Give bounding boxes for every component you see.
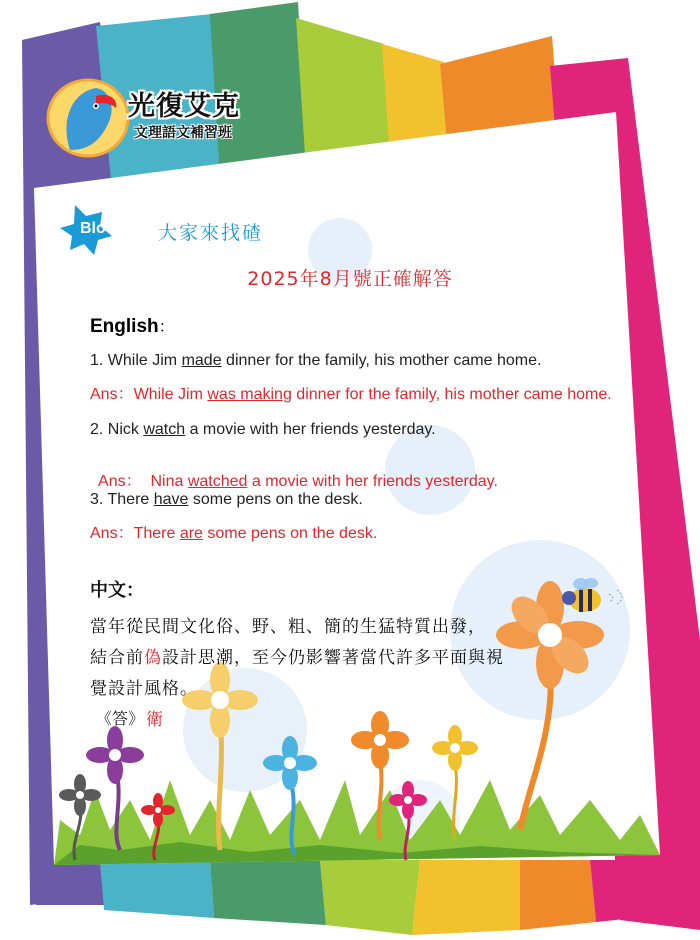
bloopers-subtitle: 大家來找碴 — [158, 222, 264, 244]
question-3 — [90, 491, 363, 509]
chinese-line-2-post: 設計思潮，至今仍影響著當代許多平面與視 — [162, 648, 504, 668]
answer-2 — [90, 450, 498, 491]
chinese-line-2 — [90, 643, 504, 668]
bottom-strip-yellow — [412, 860, 520, 935]
chinese-line-2-pre: 結合前 — [90, 648, 144, 668]
question-1 — [90, 352, 541, 370]
chinese-answer-label: 《答》 — [96, 709, 145, 728]
bottom-strip-orange — [520, 860, 596, 930]
chinese-answer-value: 衛 — [146, 710, 163, 730]
chinese-line-2-mark: 偽 — [144, 648, 162, 668]
bottom-strip-green — [210, 860, 326, 925]
answer-3-post: some pens on the desk. — [202, 525, 378, 542]
question-1-pre: 1. While Jim — [90, 352, 182, 369]
question-2-mark: watch — [143, 421, 186, 438]
english-section-title — [90, 314, 175, 338]
bottom-strip-lime — [320, 860, 420, 935]
brand-name: 光復艾克 — [128, 91, 240, 122]
question-2-pre: 2. Nick — [90, 421, 144, 438]
answer-1-post: dinner for the family, his mother came home. — [291, 386, 612, 403]
answer-3 — [90, 520, 377, 543]
answer-3-pre: Ans：There — [90, 525, 180, 542]
bottom-strip-purple — [36, 860, 104, 905]
question-3-mark: have — [153, 491, 189, 508]
bottom-strip-magenta — [590, 860, 664, 922]
answer-2-pre: Ans： Nina — [98, 473, 188, 490]
question-1-post: dinner for the family, his mother came home. — [221, 352, 542, 369]
answer-1-mark: was making — [207, 386, 292, 403]
chinese-line-1: 當年從民間文化俗、野、粗、簡的生猛特質出發， — [90, 617, 486, 637]
question-3-pre: 3. There — [90, 491, 154, 508]
parrot-logo-icon — [48, 80, 128, 156]
answer-2-mark: watched — [187, 473, 248, 490]
english-title-colon: ： — [158, 319, 175, 336]
question-2-post: a movie with her friends yesterday. — [185, 421, 436, 438]
page-title: 2025年8月號正確解答 — [247, 268, 453, 290]
question-3-post: some pens on the desk. — [188, 491, 363, 508]
answer-3-mark: are — [179, 525, 203, 542]
english-title-text: English — [90, 316, 159, 337]
chinese-line-3: 覺設計風格。 — [90, 679, 198, 699]
question-2 — [90, 421, 436, 439]
answer-2-post: a movie with her friends yesterday. — [247, 473, 498, 490]
bloopers-label: Bloopers — [80, 220, 150, 237]
answer-1 — [90, 381, 612, 404]
chinese-section-title: 中文： — [90, 580, 144, 601]
bottom-strip-teal — [100, 860, 214, 918]
question-1-mark: made — [181, 352, 222, 369]
answer-1-pre: Ans：While Jim — [90, 386, 208, 403]
brand-subtitle: 文理語文補習班 — [134, 125, 232, 141]
